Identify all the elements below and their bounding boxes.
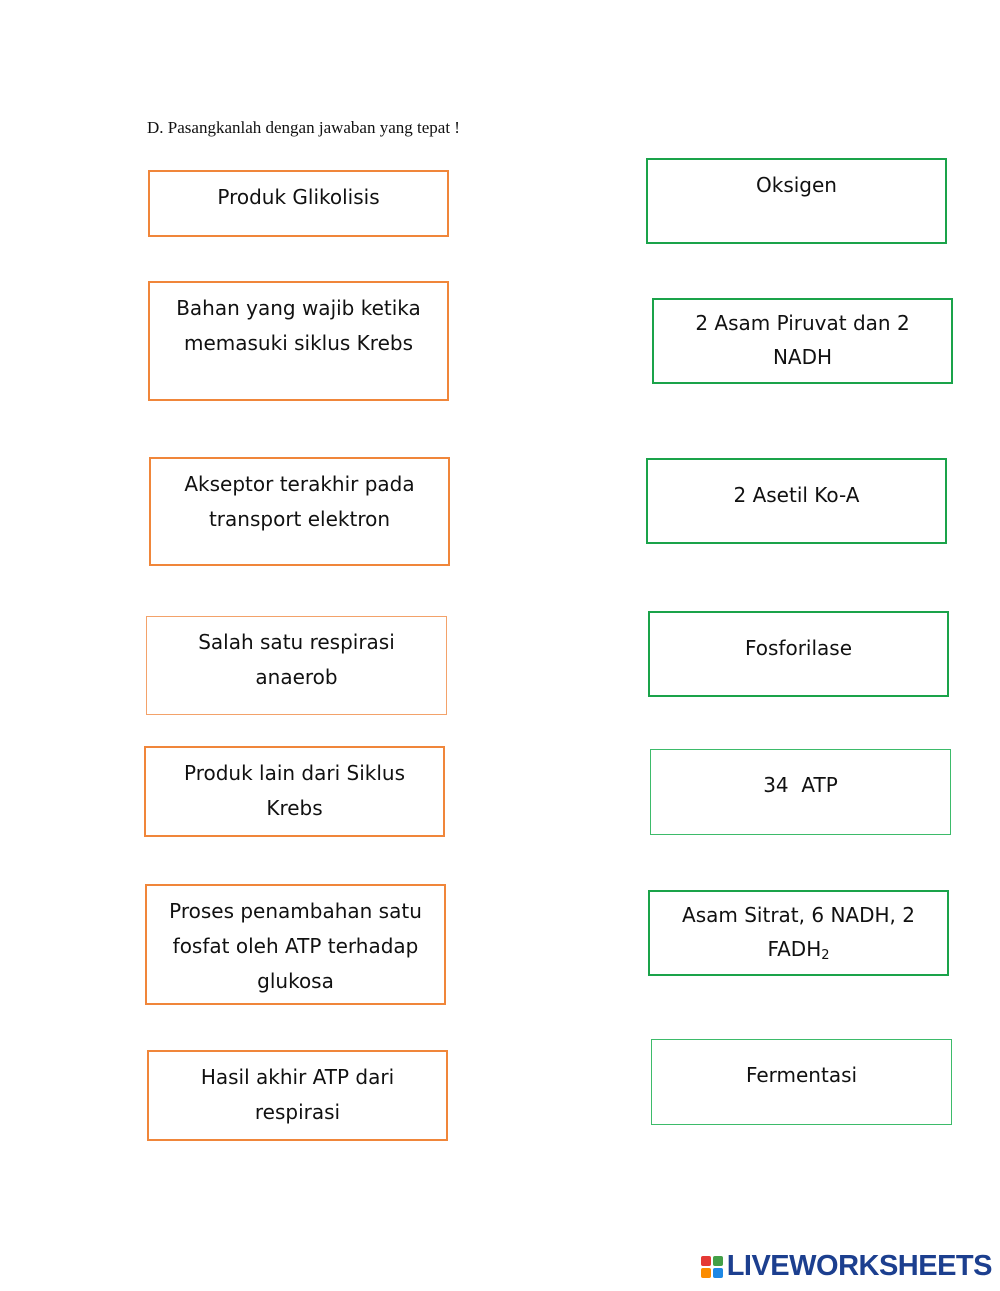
right-item-label: 2 Asetil Ko-A	[733, 483, 860, 507]
right-item-label: Oksigen	[756, 173, 837, 197]
right-item-label: Asam Sitrat, 6 NADH, 2 $FADH_2$	[682, 903, 915, 963]
logo-square	[701, 1268, 711, 1278]
right-item-label: Fermentasi	[745, 1063, 858, 1087]
left-item-5[interactable]	[144, 746, 445, 837]
left-item-6[interactable]	[145, 884, 446, 1005]
left-item-label: Hasil akhir ATP dari respirasi	[200, 1065, 395, 1124]
right-item-label: Fosforilase	[744, 636, 853, 660]
right-item-2[interactable]	[652, 298, 953, 384]
logo-text: LIVEWORKSHEETS	[726, 1250, 992, 1282]
logo-square	[701, 1256, 711, 1266]
left-item-4[interactable]	[146, 616, 447, 715]
left-item-label: Produk Glikolisis	[217, 185, 380, 209]
left-item-label: Proses penambahan satu fosfat oleh ATP terhadap glukosa	[169, 899, 422, 993]
left-item-label: Salah satu respirasi anaerob	[198, 630, 395, 689]
logo-square	[713, 1256, 723, 1266]
right-item-label: 2 Asam Piruvat dan 2 NADH	[695, 311, 910, 369]
left-item-7[interactable]	[147, 1050, 448, 1141]
right-item-3[interactable]	[646, 458, 947, 544]
instruction-text: D. Pasangkanlah dengan jawaban yang tepat !	[147, 118, 460, 137]
left-item-3[interactable]	[149, 457, 450, 566]
logo-square	[713, 1268, 723, 1278]
right-item-1[interactable]	[646, 158, 947, 244]
right-item-7[interactable]	[651, 1039, 952, 1125]
left-item-2[interactable]	[148, 281, 449, 401]
left-item-1[interactable]	[148, 170, 449, 237]
left-item-label: Bahan yang wajib ketika memasuki siklus Krebs	[176, 296, 421, 355]
subscript-two: 2	[821, 948, 830, 963]
left-item-label: Akseptor terakhir pada transport elektron	[184, 472, 415, 531]
logo-squares-icon	[701, 1256, 723, 1278]
liveworksheets-logo	[701, 1250, 992, 1283]
right-item-4[interactable]	[648, 611, 949, 697]
left-item-label: Produk lain dari Siklus Krebs	[183, 761, 405, 820]
right-item-5[interactable]	[650, 749, 951, 835]
right-item-label: 34 ATP	[763, 773, 838, 797]
right-item-6[interactable]	[648, 890, 949, 976]
